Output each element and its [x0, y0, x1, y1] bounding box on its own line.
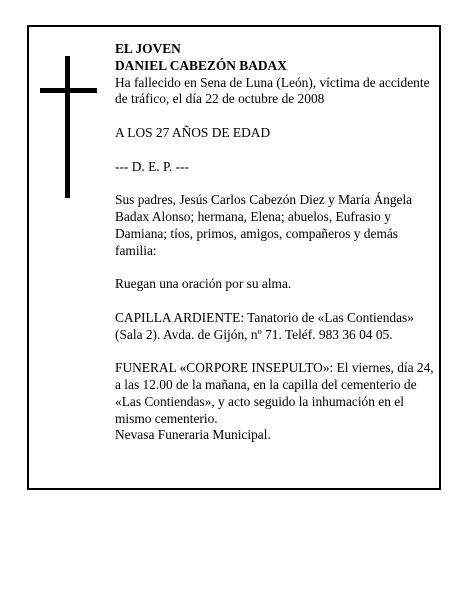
notice-text	[115, 41, 437, 444]
cross-icon	[40, 56, 97, 198]
death-info: Ha fallecido en Sena de Luna (León), víctima de accidente de tráfico, el día 22 de octubre de 2008	[115, 74, 430, 107]
prayer-line: Ruegan una oración por su alma.	[115, 276, 292, 292]
family-paragraph: Sus padres, Jesús Carlos Cabezón Diez y María Ángela Badax Alonso; hermana, Elena; abuelos, Eufrasio y Damiana; tíos, primos, amigos, compañeros y demás familia:	[115, 192, 413, 258]
funeral-info: FUNERAL «CORPORE INSEPULTO»: El viernes, día 24, a las 12.00 de la mañana, en la capilla del cementerio de «Las Contiendas», y acto seguido la inhumación en el mismo cementerio.	[115, 360, 434, 426]
cross-horizontal-bar	[40, 88, 97, 93]
notice-title: EL JOVEN	[115, 41, 181, 56]
cross-vertical-bar	[65, 56, 70, 198]
deceased-name: DANIEL CABEZÓN BADAX	[115, 57, 287, 73]
funeral-home: Nevasa Funeraria Municipal.	[115, 427, 271, 443]
obituary-notice	[27, 25, 441, 490]
rip-line: --- D. E. P. ---	[115, 158, 190, 174]
age-line: A LOS 27 AÑOS DE EDAD	[115, 124, 271, 140]
chapel-info: CAPILLA ARDIENTE: Tanatorio de «Las Contiendas» (Sala 2). Avda. de Gijón, nº 71. Teléf. 983 36 04 05.	[115, 309, 414, 342]
